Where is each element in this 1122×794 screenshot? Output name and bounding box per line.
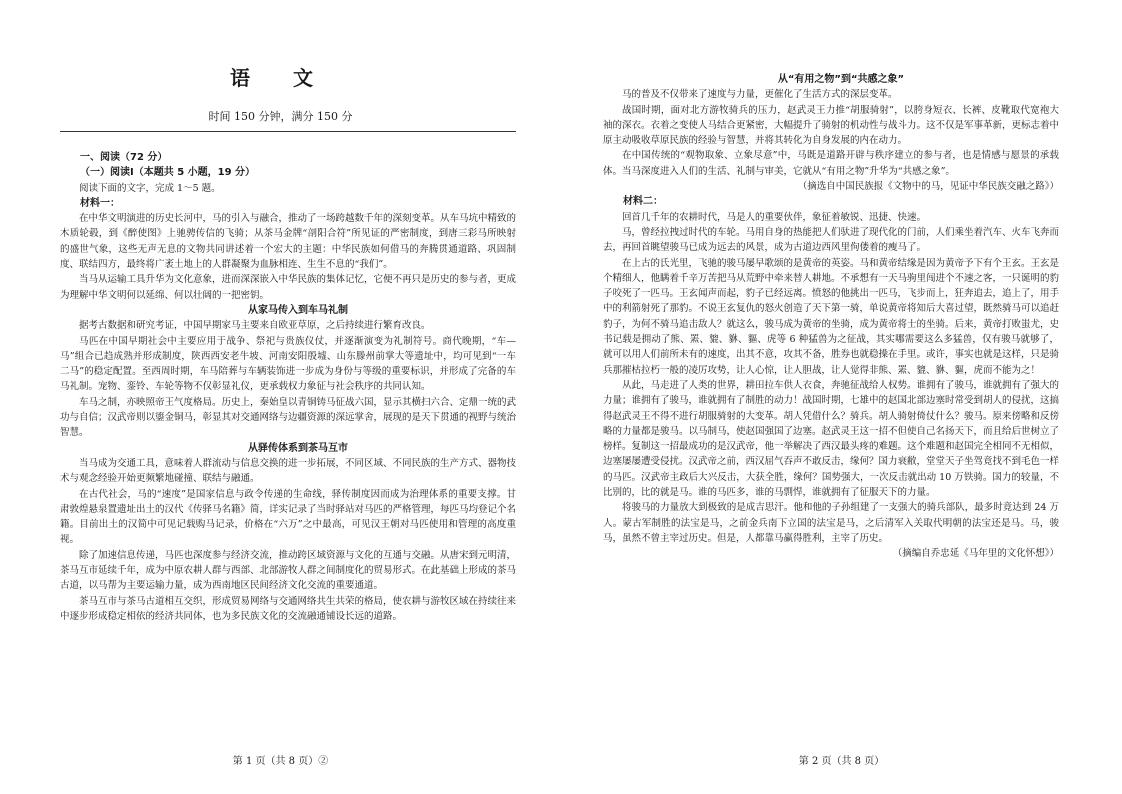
material2-label: 材料二：: [623, 196, 663, 208]
exam-time-score: 时间 150 分钟，满分 150 分: [208, 110, 353, 123]
title-rule: [60, 131, 516, 132]
material1-label: 材料一：: [80, 197, 120, 209]
page-2: [561, 0, 1122, 794]
exam-title: 语 文: [230, 66, 331, 90]
paragraph: 在上古的氏光里，飞驰的骏马屡早歌颂的是黄帝的英姿。马和黄帝结缘是因为黄帝予下有个王玄。王玄是个精细人，他瞒着千辛万苦把马从荒野中牵来替人耕地。不承想有一天马驹里闯进个不速之客，一只诞明的豹子咬死了一匹马。王玄闻声而起，豹子已经远离。愤怒的他挑出一匹马，飞步而上，狂奔追去，追上了，用手中的利箭射死了那豹。不说王玄复仇的怒火创造了天下第一骑，单说黄帝将知后大喜过望，既然骑马可以追赶豹子，为何不骑马追击敌人？就这么，骏马成为黄帝的坐骑，成为黄帝将士的坐骑。后来，黄帝打败蚩尤，史书记载是拥动了熊、罴、貔、貅、貙、虎等 6 种猛兽为之征战，其实哪需要这么多猛兽，仅有骏马就够了，就可以用人们前所未有的速度，出其不意，攻其不备，胜券也就稳操在手里。或许，事实也就是这样，只是骑兵那摧枯拉朽一般的凌厉攻势，让人心惊，让人胆战，让人觉得非熊、罴、貔、貅、貙，虎而不能为之！: [603, 257, 1060, 376]
page-footer: 第 2 页（共 8 页）: [798, 756, 885, 767]
paragraph: 车马之制，亦映照帝王气度格局。历史上，秦始皇以青铜铸马征战六国，显示其横扫六合、定鼎一统的武功与自信；汉武帝则以鎏金铜马，彰显其对交通网络与边疆资源的深远掌舍，展现的是天下贯通的视野与统治智慧。: [60, 396, 517, 439]
paragraph: 在古代社会，马的“速度”是国家信息与政令传递的生命线，驿传制度因而成为治理体系的重要支撑。甘肃敦煌悬泉置遗址出土的汉代《传驿马名籍》简，详实记录了当时驿站对马匹的严格管理，每匹马均登记个名籍。目前出土的汉简中可见记载购马记录，价格在“六万”之中最高，可见汉王朝对马匹使用和管理的高度重视。: [60, 488, 517, 546]
page-footer: 第 1 页（共 8 页）②: [232, 756, 329, 767]
page-1-column: [60, 150, 516, 624]
paragraph: 据考古数据和研究考证，中国早期家马主要来自欧亚草原，之后持续进行繁育改良。: [79, 320, 431, 332]
paragraph: 马匹在中国早期社会中主要应用于战争、祭祀与贵族仪仗，并逐渐演变为礼制符号。商代晚期，“车—马”组合已趋成熟并形成制度，陕西西安老牛坡、河南安阳殷墟、山东滕州前掌大等遗址中，均可见到“一车二马”的稳定配置。至西周时期，车马陪葬与车辆装饰进一步成为身份与等级的重要标识，并形成了完备的车马礼制。宠物、銮铃、车轮等物不仅彰显礼仪，更承载权力象征与社会秩序的共同认知。: [60, 335, 516, 393]
paragraph: 马，曾经拉拽过时代的车轮。马用自身的热能把人们驮进了现代化的门前，人们乘坐着汽车、火车飞奔而去，再回首眺望骏马已成为远去的风景，成为古道边西风里佝偻着的瘦马了。: [603, 226, 1060, 254]
source-citation: （摘编自乔忠延《马年里的文化怀想》）: [892, 548, 1059, 560]
paragraph: 战国时期，面对北方游牧骑兵的压力，赵武灵王力推“胡服骑射”，以胯身短衣、长裤、皮靴取代宽袍大袖的深衣。衣着之变使人马结合更紧密，大幅提升了骑射的机动性与战斗力。这不仅是军事革新，更标志着中原主动吸收草原民族的经验与智慧，并将其转化为自身发展的内在动力。: [603, 104, 1060, 147]
instruction: 阅读下面的文字，完成 1～5 题。: [79, 182, 221, 194]
paragraph: 茶马互市与茶马古道相互交织，形成贸易网络与交通网络共生共荣的格局，使农耕与游牧区域在持续往来中逐步形成稳定相依的经济共同体，也为多民族文化的交流融通铺设长远的道路。: [60, 595, 517, 622]
section-title: 从家马传入到车马礼制: [248, 304, 348, 316]
source-citation: （摘选自中国民族报《文物中的马，见证中华民族交融之路》）: [797, 181, 1059, 193]
paragraph: 将骏马的力量放大到极致的是成吉思汗。他和他的子孙组建了一支强大的骑兵部队，最多时竟达到 24 万人。蒙古军制胜的法宝是马，之前金兵南下立国的法宝是马，之后清军入关取代明朝的法宝还是马。马，骏马，虽然不曾主宰过历史。但是，人都靠马赢得胜利，主宰了历史。: [603, 502, 1059, 544]
section-title: 从“有用之物”到“共感之象”: [777, 74, 905, 85]
paragraph: 回首几千年的农耕时代，马是人的重要伙伴，象征着敏锐、迅捷、快速。: [622, 211, 927, 223]
paragraph: 在中华文明演进的历史长河中，马的引入与融合，推动了一场跨越数千年的深刻变革。从车马坑中精致的木质轮毂，到《醉使图》上驰骋传信的飞骑；从茶马金牌“剖阳合符”所见证的严密制度，到唐三彩马所映射的盛世气象，这些无声无息的文物共同讲述着一个宏大的主题：中华民族如何借马的奔腾贯通道路、巩固制度、联结四方，最终将广袤土地上的人群凝聚为血脉相连、生生不息的“我们”。: [60, 213, 517, 271]
paragraph: 除了加速信息传递，马匹也深度参与经济交流，推动跨区域资源与文化的互通与交融。从唐宋到元明清，茶马互市延续千年，成为中原农耕人群与西部、北部游牧人群之间制度化的贸易形式。在此基础上形成的茶马古道，以马帮为主要运输力量，成为西南地区民间经济文化交流的重要通道。: [60, 549, 517, 592]
section-title: 从驿传体系到茶马互市: [248, 442, 348, 454]
page-2-column: [603, 72, 1059, 562]
paragraph: 从此，马走进了人类的世界，耕田拉车供人衣食，奔驰征战给人权势。谁拥有了骏马，谁就拥有了强大的力量；谁拥有了骏马，谁就拥有了制胜的动力！战国时期，七雄中的赵国北部边塞时常受到胡人的侵扰，这搞得赵武灵王不得不进行胡服骑射的大变革。胡人凭借什么？骑兵。胡人骑射倚仗什么？骏马。原来傍略和反傍略的力量都是骏马。以马制马，使赵国强国了边塞。赵武灵王这一招不但使自己名扬天下，而且给后世树立了榜样。复制这一招最成功的是汉武帝，他一举解决了西汉最头疼的难题。这个难题和赵国完全相同不无相似，边塞屡屡遭受侵扰。汉武帝之前，西汉屈气吞声不敢反击，缘何？国力衰敝，堂堂天子坐驾竟找不到毛色一样的马匹。汉武帝主政后大兴反击，大获全胜，缘何？国势强大，一次反击就出动 10 万铁骑。国力的较量，不比别的，比的就是马。谁的马匹多，谁的马剽悍，谁就拥有了征服天下的力量。: [603, 379, 1060, 499]
subsection-heading: （一）阅读Ⅰ（本题共 5 小题，19 分）: [80, 167, 256, 179]
paragraph: 当马成为交通工具，意味着人群流动与信息交换的进一步拓展，不同区域、不同民族的生产方式、器物技术与观念经验开始更频繁地碰撞、联结与融通。: [60, 457, 517, 485]
paragraph: 在中国传统的“观物取象、立象尽意”中，马既是道路开辟与秩序建立的参与者，也是情感与愿景的承载体。当马深度进入人们的生活、礼制与审美，它就从“有用之物”升华为“共感之象”。: [603, 150, 1059, 177]
paragraph: 当马从运输工具升华为文化意象，进而深深嵌入中华民族的集体记忆，它便不再只是历史的参与者，更成为理解中华文明何以延绵、何以壮阔的一把密钥。: [60, 274, 517, 301]
paragraph: 马的普及不仅带来了速度与力量，更催化了生活方式的深层变革。: [622, 89, 898, 101]
section-heading: 一、阅读（72 分）: [80, 152, 168, 163]
